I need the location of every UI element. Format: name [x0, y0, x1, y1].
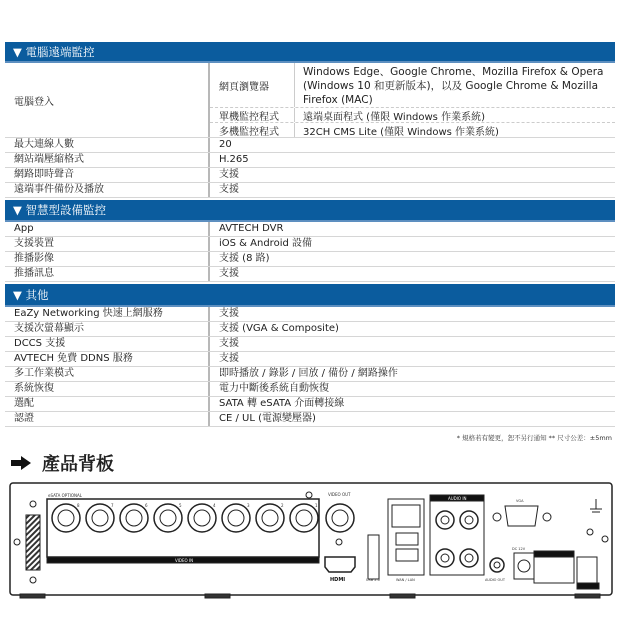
esata-port	[26, 515, 40, 570]
spec-label: DCCS 支援	[5, 337, 210, 351]
channel-number: 7	[111, 503, 114, 508]
screw-icon	[543, 513, 551, 521]
foot	[20, 594, 45, 598]
terminal-block	[534, 557, 574, 583]
spec-label: 網站端壓縮格式	[5, 153, 210, 167]
spec-row	[5, 337, 615, 352]
video-in-bnc	[160, 510, 176, 526]
smart-table	[5, 222, 615, 282]
spec-value: 即時播放 / 錄影 / 回放 / 備份 / 網路操作	[219, 368, 398, 379]
screw-icon	[336, 539, 342, 545]
section-header-other: ▼ 其他	[5, 284, 615, 307]
spec-value: CE / UL (電源變壓器)	[219, 413, 316, 424]
video-in-bnc	[52, 504, 80, 532]
video-in-panel	[47, 499, 319, 557]
video-out-bnc	[326, 504, 354, 532]
usb-port	[368, 535, 379, 579]
arrow-right-icon	[10, 455, 32, 471]
pc-login-row	[5, 63, 615, 138]
audio-out-label: AUDIO OUT	[485, 578, 506, 582]
channel-number: 8	[77, 503, 80, 508]
rear-panel-diagram	[0, 475, 620, 615]
spec-value: 20	[219, 139, 232, 150]
channel-number: 5	[179, 503, 182, 508]
audio-in-rca	[460, 549, 478, 567]
screw-icon	[306, 492, 312, 498]
foot	[390, 594, 415, 598]
multi-client-row	[210, 123, 615, 137]
spec-value: iOS & Android 設備	[219, 238, 312, 249]
screw-icon	[602, 536, 608, 542]
spec-value: H.265	[219, 154, 249, 165]
spec-row	[5, 183, 615, 198]
usb-label: USB 2.0	[366, 578, 380, 582]
section-header-smart: ▼ 智慧型設備監控	[5, 200, 615, 222]
spec-label: 最大連線人數	[5, 138, 210, 152]
audio-in-rca	[436, 549, 454, 567]
usb-port	[396, 549, 418, 561]
channel-number: 3	[247, 503, 250, 508]
audio-in-rca	[460, 511, 478, 529]
spec-value: 支援	[219, 308, 239, 319]
spec-label: 認證	[5, 412, 210, 426]
audio-out-rca	[490, 558, 504, 572]
spec-row	[5, 237, 615, 252]
spec-label: 推播影像	[5, 252, 210, 266]
spec-row	[5, 252, 615, 267]
browser-line: Firefox (MAC)	[303, 94, 373, 106]
panel-title-text: 產品背板	[42, 454, 114, 475]
pc-login-label: 電腦登入	[5, 63, 210, 137]
spec-row	[5, 322, 615, 337]
vga-port	[505, 506, 538, 526]
channel-number: 1	[315, 503, 318, 508]
spec-value: 支援	[219, 169, 239, 180]
spec-row	[5, 397, 615, 412]
video-in-bnc	[92, 510, 108, 526]
esata-label: eSATA OPTIONAL	[48, 493, 82, 498]
video-in-bnc	[154, 504, 182, 532]
video-in-bnc	[86, 504, 114, 532]
dc-label: DC 12V	[512, 547, 526, 551]
spec-value: AVTECH DVR	[219, 223, 284, 234]
spec-label: EaZy Networking 快速上網服務	[5, 307, 210, 321]
video-in-bnc	[290, 504, 318, 532]
spec-label: AVTECH 免費 DDNS 服務	[5, 352, 210, 366]
video-in-bnc	[222, 504, 250, 532]
screw-icon	[30, 501, 36, 507]
spec-row	[5, 382, 615, 397]
spec-value: 支援 (8 路)	[219, 253, 270, 264]
other-table	[5, 307, 615, 427]
spec-row	[5, 168, 615, 183]
spec-row	[5, 138, 615, 153]
lan-usb-block	[388, 499, 424, 575]
browser-line: (Windows 10 和更新版本)，以及 Google Chrome & Mozilla	[303, 80, 599, 92]
video-in-bnc	[194, 510, 210, 526]
spec-label: 多工作業模式	[5, 367, 210, 381]
video-out-label: VIDEO OUT	[328, 492, 351, 497]
pc-remote-table	[5, 63, 615, 198]
browser-line: Windows Edge、Google Chrome、Mozilla Firefox & Opera	[303, 66, 604, 78]
single-client-label: 單機監控程式	[210, 108, 295, 122]
footnote: * 規格若有變更，恕不另行通知 ** 尺寸公差：±5mm	[456, 434, 612, 442]
video-in-bnc	[256, 504, 284, 532]
browser-row	[210, 63, 615, 108]
video-in-bnc	[188, 504, 216, 532]
spec-value: SATA 轉 eSATA 介面轉接線	[219, 398, 345, 409]
spec-row	[5, 307, 615, 322]
spec-label: 推播訊息	[5, 267, 210, 281]
multi-client-label: 多機監控程式	[210, 123, 295, 137]
spec-label: 選配	[5, 397, 210, 411]
video-in-bnc	[126, 510, 142, 526]
foot	[575, 594, 600, 598]
terminal-block	[577, 557, 597, 583]
spec-row	[5, 352, 615, 367]
spec-row	[5, 222, 615, 237]
section-header-pc-remote: ▼ 電腦遠端監控	[5, 42, 615, 63]
spec-value: 電力中斷後系統自動恢復	[219, 383, 329, 394]
screw-icon	[14, 539, 20, 545]
video-in-label: VIDEO IN	[175, 558, 194, 563]
hdmi-label: HDMI	[330, 577, 346, 583]
spec-value: 支援	[219, 353, 239, 364]
panel-title	[10, 450, 114, 476]
foot	[205, 594, 230, 598]
channel-number: 6	[145, 503, 148, 508]
channel-number: 4	[213, 503, 216, 508]
single-client-value: 遠端桌面程式 (僅限 Windows 作業系統)	[303, 112, 485, 123]
spec-value: 支援	[219, 338, 239, 349]
spec-row	[5, 367, 615, 382]
spec-label: 遠端事件備份及播放	[5, 183, 210, 197]
dc-power-port	[514, 553, 534, 579]
screw-icon	[587, 529, 593, 535]
spec-value: 支援	[219, 184, 239, 195]
spec-label: 網路即時聲音	[5, 168, 210, 182]
screw-icon	[30, 577, 36, 583]
video-in-bnc	[262, 510, 278, 526]
screw-icon	[493, 513, 501, 521]
usb-port	[396, 533, 418, 545]
spec-label: 支援裝置	[5, 237, 210, 251]
spec-row	[5, 412, 615, 427]
audio-in-rca	[436, 511, 454, 529]
video-in-bnc	[120, 504, 148, 532]
audio-in-label: AUDIO IN	[448, 496, 467, 501]
spec-row	[5, 267, 615, 282]
spec-row	[5, 153, 615, 168]
video-in-bnc	[296, 510, 312, 526]
browser-label: 網頁瀏覽器	[210, 63, 295, 107]
hdmi-port	[325, 557, 355, 572]
spec-label: 支援次螢幕顯示	[5, 322, 210, 336]
single-client-row	[210, 108, 615, 123]
vga-label: VGA	[516, 499, 524, 503]
multi-client-value: 32CH CMS Lite (僅限 Windows 作業系統)	[303, 127, 499, 138]
video-in-bnc	[58, 510, 74, 526]
spec-label: App	[5, 222, 210, 236]
lan-port	[392, 505, 420, 527]
ground-icon	[590, 499, 602, 512]
video-in-bnc	[228, 510, 244, 526]
spec-value: 支援	[219, 268, 239, 279]
spec-label: 系統恢復	[5, 382, 210, 396]
spec-value: 支援 (VGA & Composite)	[219, 323, 339, 334]
channel-number: 2	[281, 503, 284, 508]
lan-label: WAN / LAN	[396, 578, 415, 582]
